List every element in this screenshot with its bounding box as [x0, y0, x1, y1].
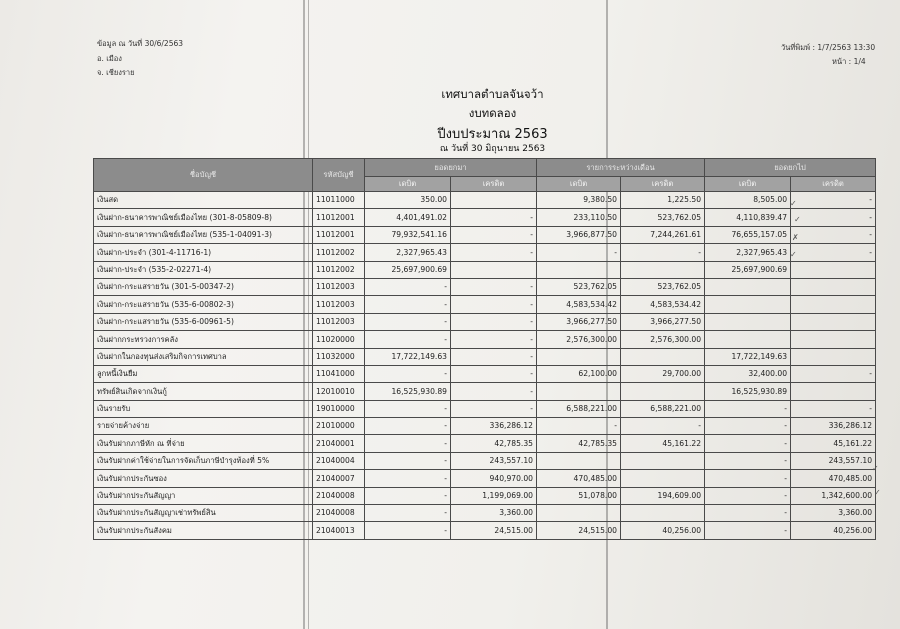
row-opening-debit: -: [365, 313, 451, 330]
row-opening-credit: 3,360.00: [451, 505, 537, 522]
row-period-debit: 24,515.00: [537, 522, 621, 539]
row-account-code: 11032000: [313, 348, 365, 365]
row-period-credit: 45,161.22: [621, 435, 705, 452]
row-account-code: 11012001: [313, 226, 365, 243]
row-opening-credit: -: [451, 400, 537, 417]
row-period-debit: [537, 505, 621, 522]
row-closing-debit: -: [705, 505, 791, 522]
header-period-credit: เครดิต: [621, 177, 705, 192]
page-number: หน้า : 1/4: [832, 57, 866, 66]
row-account-code: 11020000: [313, 331, 365, 348]
row-opening-debit: -: [365, 331, 451, 348]
row-period-credit: 29,700.00: [621, 365, 705, 382]
row-opening-debit: 16,525,930.89: [365, 383, 451, 400]
row-account-name: เงินฝาก-กระแสรายวัน (535-6-00961-5): [94, 313, 313, 330]
row-opening-debit: 17,722,149.63: [365, 348, 451, 365]
row-account-code: 21040008: [313, 487, 365, 504]
row-period-debit: [537, 452, 621, 469]
row-opening-debit: -: [365, 522, 451, 539]
row-closing-debit: 76,655,157.05: [705, 226, 791, 243]
row-period-credit: 2,576,300.00: [621, 331, 705, 348]
table-row: [94, 296, 876, 313]
row-closing-debit: 17,722,149.63: [705, 348, 791, 365]
row-closing-debit: 25,697,900.69: [705, 261, 791, 278]
row-closing-credit: 45,161.22: [791, 435, 876, 452]
row-account-code: 21040001: [313, 435, 365, 452]
trial-balance-table: [93, 158, 876, 540]
row-closing-debit: -: [705, 452, 791, 469]
table-row: [94, 418, 876, 435]
table-row: [94, 244, 876, 261]
row-closing-credit: -: [791, 244, 876, 261]
row-closing-credit: [791, 278, 876, 295]
row-opening-credit: -: [451, 278, 537, 295]
row-closing-debit: 2,327,965.43: [705, 244, 791, 261]
tick-mark: ✓: [874, 488, 881, 497]
row-opening-debit: 4,401,491.02: [365, 209, 451, 226]
row-account-name: เงินฝาก-ธนาคารพาณิชย์เมืองไทย (301-8-05809-8): [94, 209, 313, 226]
row-closing-credit: 470,485.00: [791, 470, 876, 487]
row-account-code: 11012003: [313, 296, 365, 313]
table-row: [94, 261, 876, 278]
row-closing-debit: 32,400.00: [705, 365, 791, 382]
org-title: เทศบาลตำบลจันจว้า: [441, 87, 544, 101]
row-closing-credit: 3,360.00: [791, 505, 876, 522]
row-closing-credit: -: [791, 209, 876, 226]
row-period-credit: [621, 470, 705, 487]
row-opening-credit: [451, 261, 537, 278]
row-closing-debit: -: [705, 522, 791, 539]
table-row: [94, 313, 876, 330]
row-period-debit: 3,966,877.50: [537, 226, 621, 243]
row-opening-credit: -: [451, 313, 537, 330]
row-period-credit: 7,244,261.61: [621, 226, 705, 243]
row-account-name: เงินรับฝากประกันซอง: [94, 470, 313, 487]
row-opening-debit: -: [365, 400, 451, 417]
row-closing-credit: -: [791, 365, 876, 382]
table-row: [94, 452, 876, 469]
row-account-name: เงินรับฝากประกันสัญญาเช่าทรัพย์สิน: [94, 505, 313, 522]
row-period-credit: 3,966,277.50: [621, 313, 705, 330]
row-closing-debit: -: [705, 435, 791, 452]
row-account-name: เงินฝาก-ประจำ (301-4-11716-1): [94, 244, 313, 261]
header-period: รายการระหว่างเดือน: [537, 159, 705, 177]
row-period-credit: [621, 505, 705, 522]
row-closing-credit: -: [791, 226, 876, 243]
table-row: [94, 226, 876, 243]
row-opening-credit: -: [451, 209, 537, 226]
row-closing-debit: 8,505.00: [705, 192, 791, 209]
header-opening-credit: เครดิต: [451, 177, 537, 192]
row-closing-credit: [791, 296, 876, 313]
row-period-credit: 40,256.00: [621, 522, 705, 539]
row-closing-credit: 336,286.12: [791, 418, 876, 435]
row-opening-debit: -: [365, 435, 451, 452]
row-closing-debit: [705, 296, 791, 313]
row-account-code: 21040004: [313, 452, 365, 469]
header-closing: ยอดยกไป: [705, 159, 876, 177]
row-period-credit: 6,588,221.00: [621, 400, 705, 417]
row-opening-credit: 336,286.12: [451, 418, 537, 435]
row-account-code: 11041000: [313, 365, 365, 382]
row-closing-debit: -: [705, 418, 791, 435]
row-account-name: เงินฝาก-ธนาคารพาณิชย์เมืองไทย (535-1-04091-3): [94, 226, 313, 243]
row-opening-debit: 350.00: [365, 192, 451, 209]
province: จ. เชียงราย: [97, 68, 135, 77]
row-account-code: 21040008: [313, 505, 365, 522]
row-opening-debit: -: [365, 278, 451, 295]
row-account-code: 21010000: [313, 418, 365, 435]
row-account-name: เงินรับฝากประกันสังคม: [94, 522, 313, 539]
row-period-debit: 2,576,300.00: [537, 331, 621, 348]
row-account-name: เงินสด: [94, 192, 313, 209]
row-period-debit: [537, 348, 621, 365]
row-closing-credit: 1,342,600.00: [791, 487, 876, 504]
row-closing-credit: [791, 383, 876, 400]
row-opening-debit: 25,697,900.69: [365, 261, 451, 278]
row-opening-credit: -: [451, 244, 537, 261]
row-account-name: เงินรายรับ: [94, 400, 313, 417]
row-account-code: 19010000: [313, 400, 365, 417]
row-opening-credit: -: [451, 348, 537, 365]
row-closing-debit: [705, 278, 791, 295]
district: อ. เมือง: [97, 54, 122, 63]
header-account-code: รหัสบัญชี: [313, 159, 365, 192]
row-account-code: 21040013: [313, 522, 365, 539]
row-opening-credit: 940,970.00: [451, 470, 537, 487]
row-period-credit: 194,609.00: [621, 487, 705, 504]
row-opening-debit: -: [365, 418, 451, 435]
row-period-credit: [621, 383, 705, 400]
table-row: [94, 365, 876, 382]
row-account-code: 21040007: [313, 470, 365, 487]
row-opening-credit: 42,785.35: [451, 435, 537, 452]
row-account-code: 11012001: [313, 209, 365, 226]
table-row: [94, 522, 876, 539]
table-row: [94, 209, 876, 226]
row-period-debit: 523,762.05: [537, 278, 621, 295]
table-row: [94, 487, 876, 504]
row-account-name: เงินฝาก-ประจำ (535-2-02271-4): [94, 261, 313, 278]
row-account-name: เงินฝากกระทรวงการคลัง: [94, 331, 313, 348]
row-period-debit: 51,078.00: [537, 487, 621, 504]
row-closing-credit: -: [791, 400, 876, 417]
row-period-credit: [621, 452, 705, 469]
row-period-credit: 523,762.05: [621, 278, 705, 295]
row-closing-debit: -: [705, 487, 791, 504]
row-period-credit: [621, 348, 705, 365]
row-closing-debit: [705, 331, 791, 348]
row-account-name: เงินรับฝากประกันสัญญา: [94, 487, 313, 504]
fiscal-year: ปีงบประมาณ 2563: [437, 127, 548, 142]
tick-mark: ✓: [794, 215, 801, 224]
row-opening-credit: 24,515.00: [451, 522, 537, 539]
row-account-code: 11012003: [313, 313, 365, 330]
row-period-debit: -: [537, 418, 621, 435]
row-closing-credit: [791, 313, 876, 330]
row-period-debit: 233,110.50: [537, 209, 621, 226]
row-opening-credit: -: [451, 296, 537, 313]
row-opening-credit: -: [451, 365, 537, 382]
table-row: [94, 383, 876, 400]
row-opening-credit: 243,557.10: [451, 452, 537, 469]
row-opening-credit: -: [451, 331, 537, 348]
row-closing-credit: [791, 348, 876, 365]
row-closing-debit: 4,110,839.47: [705, 209, 791, 226]
table-row: [94, 348, 876, 365]
row-period-credit: 4,583,534.42: [621, 296, 705, 313]
table-row: [94, 400, 876, 417]
row-period-credit: -: [621, 244, 705, 261]
row-opening-debit: -: [365, 452, 451, 469]
row-opening-debit: 79,932,541.16: [365, 226, 451, 243]
row-period-debit: 6,588,221.00: [537, 400, 621, 417]
row-period-credit: -: [621, 418, 705, 435]
row-closing-credit: -: [791, 192, 876, 209]
data-as-of: ข้อมูล ณ วันที่ 30/6/2563: [97, 39, 184, 48]
row-period-credit: 1,225.50: [621, 192, 705, 209]
row-opening-credit: -: [451, 226, 537, 243]
row-period-debit: 42,785.35: [537, 435, 621, 452]
row-account-code: 11012002: [313, 261, 365, 278]
header-opening-debit: เดบิต: [365, 177, 451, 192]
header-closing-debit: เดบิต: [705, 177, 791, 192]
row-period-debit: 9,380.50: [537, 192, 621, 209]
row-period-credit: 523,762.05: [621, 209, 705, 226]
row-period-debit: 3,966,277.50: [537, 313, 621, 330]
row-closing-debit: 16,525,930.89: [705, 383, 791, 400]
row-account-code: 11012002: [313, 244, 365, 261]
row-account-name: เงินรับฝากภาษีหัก ณ ที่จ่าย: [94, 435, 313, 452]
table-row: [94, 192, 876, 209]
report-title: งบทดลอง: [468, 106, 517, 120]
row-opening-debit: -: [365, 470, 451, 487]
row-period-debit: 470,485.00: [537, 470, 621, 487]
header-account-name: ชื่อบัญชี: [94, 159, 313, 192]
row-closing-credit: [791, 331, 876, 348]
table-row: [94, 470, 876, 487]
row-closing-credit: 40,256.00: [791, 522, 876, 539]
row-closing-debit: -: [705, 400, 791, 417]
row-account-name: เงินฝาก-กระแสรายวัน (535-6-00802-3): [94, 296, 313, 313]
tick-mark: ✓: [790, 199, 797, 208]
table-row: [94, 331, 876, 348]
row-period-debit: 4,583,534.42: [537, 296, 621, 313]
tick-mark: ✓: [790, 250, 797, 259]
row-account-name: รายจ่ายค้างจ่าย: [94, 418, 313, 435]
print-date: วันที่พิมพ์ : 1/7/2563 13:30: [781, 43, 876, 52]
row-opening-debit: -: [365, 296, 451, 313]
row-closing-credit: 243,557.10: [791, 452, 876, 469]
row-period-debit: -: [537, 244, 621, 261]
as-of-date: ณ วันที่ 30 มิถุนายน 2563: [439, 144, 546, 154]
row-closing-debit: -: [705, 470, 791, 487]
row-period-debit: 62,100.00: [537, 365, 621, 382]
row-opening-debit: -: [365, 487, 451, 504]
row-account-name: ทรัพย์สินเกิดจากเงินกู้: [94, 383, 313, 400]
tick-mark: ✓: [872, 464, 879, 473]
header-period-debit: เดบิต: [537, 177, 621, 192]
row-opening-credit: 1,199,069.00: [451, 487, 537, 504]
row-opening-debit: -: [365, 365, 451, 382]
row-opening-credit: [451, 192, 537, 209]
row-account-name: ลูกหนี้เงินยืม: [94, 365, 313, 382]
row-closing-credit: [791, 261, 876, 278]
row-period-debit: [537, 261, 621, 278]
header-opening: ยอดยกมา: [365, 159, 537, 177]
tick-mark: ✗: [792, 233, 799, 242]
row-opening-debit: 2,327,965.43: [365, 244, 451, 261]
header-closing-credit: เครดิต: [791, 177, 876, 192]
row-opening-credit: -: [451, 383, 537, 400]
row-period-debit: [537, 383, 621, 400]
table-row: [94, 278, 876, 295]
row-account-name: เงินฝากในกองทุนส่งเสริมกิจการเทศบาล: [94, 348, 313, 365]
row-account-code: 11011000: [313, 192, 365, 209]
row-opening-debit: -: [365, 505, 451, 522]
table-row: [94, 505, 876, 522]
table-row: [94, 435, 876, 452]
row-account-code: 11012003: [313, 278, 365, 295]
row-account-code: 12010010: [313, 383, 365, 400]
row-closing-debit: [705, 313, 791, 330]
row-period-credit: [621, 261, 705, 278]
row-account-name: เงินฝาก-กระแสรายวัน (301-5-00347-2): [94, 278, 313, 295]
row-account-name: เงินรับฝากค่าใช้จ่ายในการจัดเก็บภาษีบำรุงท้องที่ 5%: [94, 452, 313, 469]
